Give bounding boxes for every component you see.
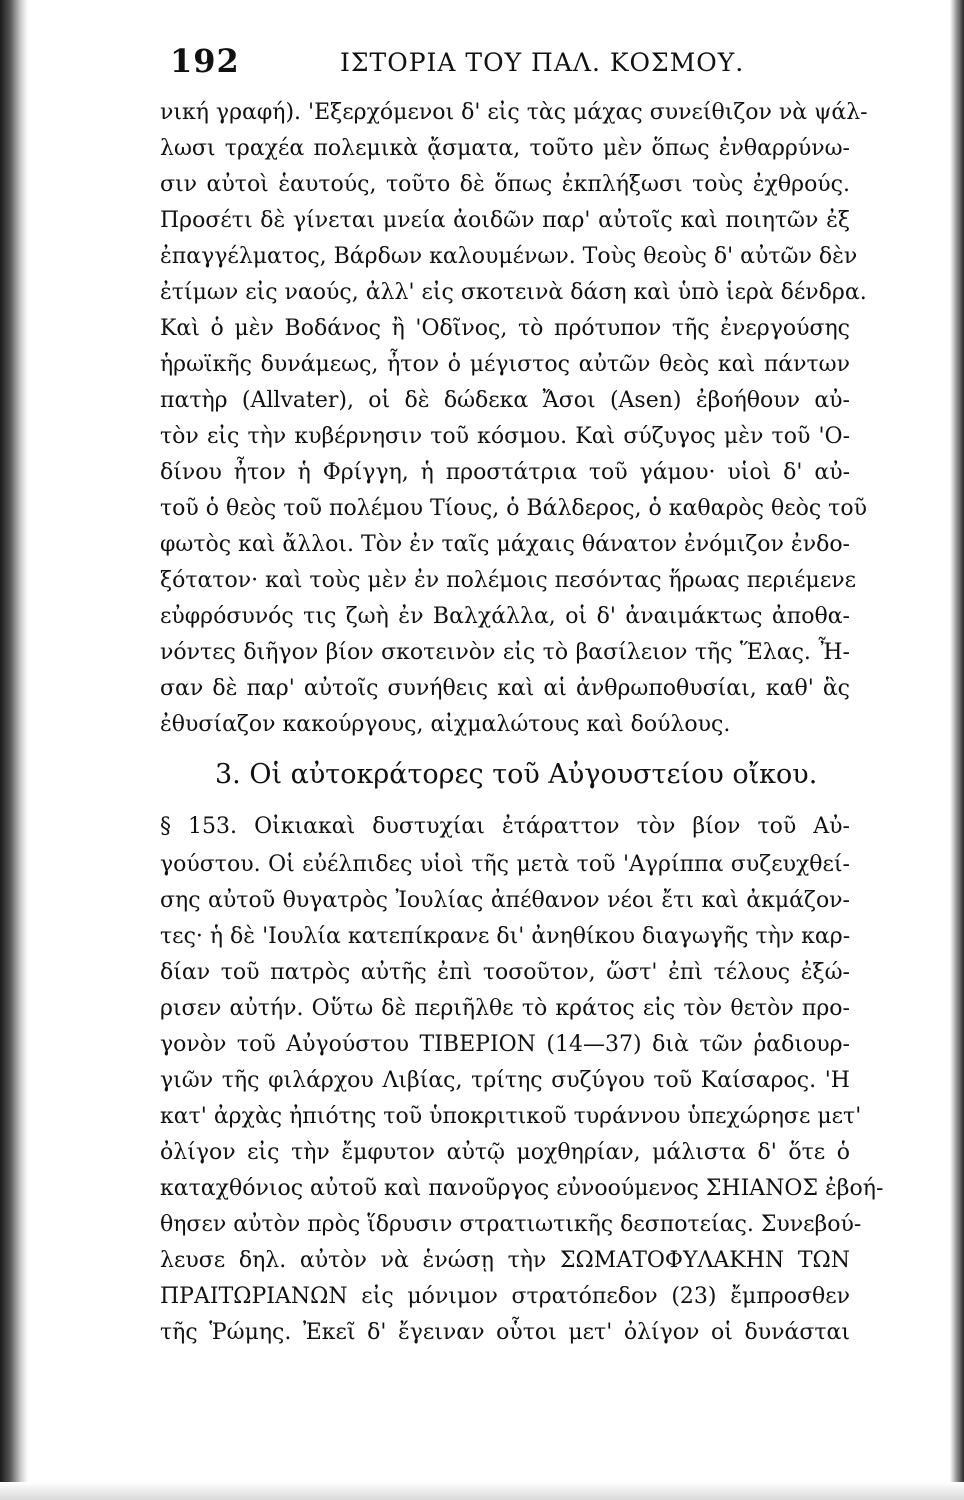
body-text [160,95,884,1351]
text-line: δίνου ἦτον ἡ Φρίγγη, ἡ προστάτρια τοῦ γάμου· υἱοὶ δ' αὐ- [160,460,850,485]
section-heading: 3. Οἱ αὐτοκράτορες τοῦ Αὐγουστείου οἴκου. [215,759,818,790]
text-line: σιν αὐτοὶ ἑαυτούς, τοῦτο δὲ ὅπως ἐκπλήξωσι τοὺς ἐχθρούς. [160,172,850,197]
text-line: ξότατον· καὶ τοὺς μὲν ἐν πολέμοις πεσόντας ἥρωας περιέμενε [160,568,857,593]
page-gutter-shadow [0,0,28,1500]
page-header [170,42,820,92]
text-line: ἡρωϊκῆς δυνάμεως, ἦτον ὁ μέγιστος αὐτῶν θεὸς καὶ πάντων [160,352,850,377]
text-line: τοῦ ὁ θεὸς τοῦ πολέμου Τίους, ὁ Βάλδερος, ὁ καθαρὸς θεὸς τοῦ [160,496,867,521]
text-line: δίαν τοῦ πατρὸς αὐτῆς ἐπὶ τοσοῦτον, ὥστ' ἐπὶ τέλους ἐξώ- [160,960,850,985]
text-line: ἐτίμων εἰς ναούς, ἀλλ' εἰς σκοτεινὰ δάση καὶ ὑπὸ ἱερὰ δένδρα. [160,280,867,305]
text-line: τὸν εἰς τὴν κυβέρνησιν τοῦ κόσμου. Καὶ σύζυγος μὲν τοῦ 'Ο- [160,424,850,449]
text-line: πατὴρ (Allvater), οἱ δὲ δώδεκα Ἄσοι (Asen) ἐβοήθουν αὐ- [160,388,850,413]
running-head: ΙΣΤΟΡΙΑ ΤΟΥ ΠΑΛ. ΚΟΣΜΟΥ. [340,48,745,77]
text-line: ΠΡΑΙΤΩΡΙΑΝΩΝ εἰς μόνιμον στρατόπεδον (23) ἔμπροσθεν [160,1284,850,1309]
text-line: ἐπαγγέλματος, Βάρδων καλουμένων. Τοὺς θεοὺς δ' αὐτῶν δὲν [160,244,858,269]
text-line: φωτὸς καὶ ἄλλοι. Τὸν ἐν ταῖς μάχαις θάνατον ἐνόμιζον ἐνδο- [160,532,850,557]
text-line: γιῶν τῆς φιλάρχου Λιβίας, τρίτης συζύγου τοῦ Καίσαρος. 'Η [160,1068,850,1093]
text-line: γονὸν τοῦ Αὐγούστου ΤΙΒΕΡΙΟΝ (14—37) διὰ τῶν ῥαδιουρ- [160,1032,850,1057]
text-line: λωσι τραχέα πολεμικὰ ᾄσματα, τοῦτο μὲν ὅπως ἐνθαρρύνω- [160,136,850,161]
text-line: θησεν αὐτὸν πρὸς ἵδρυσιν στρατιωτικῆς δεσποτείας. Συνεβού- [160,1212,862,1237]
text-line: Καὶ ὁ μὲν Βοδάνος ἢ 'Οδῖνος, τὸ πρότυπον τῆς ἐνεργούσης [160,316,850,341]
text-line: σης αὐτοῦ θυγατρὸς Ἰουλίας ἀπέθανον νέοι ἔτι καὶ ἀκμάζον- [160,888,850,913]
text-line: τες· ἡ δὲ 'Ιουλία κατεπίκρανε δι' ἀνηθίκου διαγωγῆς τὴν καρ- [160,924,851,949]
text-line: νόντες διῆγον βίον σκοτεινὸν εἰς τὸ βασίλειον τῆς Ἕλας. Ἦ- [160,640,850,665]
text-line: νική γραφή). 'Εξερχόμενοι δ' εἰς τὰς μάχας συνείθιζον νὰ ψάλ- [160,100,868,125]
text-line: γούστου. Οἱ εὐέλπιδες υἱοὶ τῆς μετὰ τοῦ 'Αγρίππα συζευχθεί- [160,852,850,877]
text-line: ὀλίγον εἰς τὴν ἔμφυτον αὐτῷ μοχθηρίαν, μάλιστα δ' ὅτε ὁ [160,1140,850,1165]
page-edge-shadow [950,0,964,1500]
text-line: ἐθυσίαζον κακούργους, αἰχμαλώτους καὶ δούλους. [160,712,731,737]
text-line: ρισεν αὐτήν. Οὕτω δὲ περιῆλθε τὸ κράτος εἰς τὸν θετὸν προ- [160,996,850,1021]
text-line: τῆς Ῥώμης. Ἐκεῖ δ' ἔγειναν οὗτοι μετ' ὀλίγον οἱ δυνάσται [160,1320,850,1345]
page-bottom-edge [0,1482,964,1500]
text-line: λευσε δηλ. αὐτὸν νὰ ἑνώσῃ τὴν ΣΩΜΑΤΟΦΥΛΑΚΗΝ ΤΩΝ [160,1248,850,1273]
text-line: σαν δὲ παρ' αὐτοῖς συνήθεις καὶ αἱ ἀνθρωποθυσίαι, καθ' ἃς [160,676,850,701]
text-line: καταχθόνιος αὐτοῦ καὶ πανοῦργος εὐνοούμενος ΣΗΙΑΝΟΣ ἐβοή- [160,1176,884,1201]
page-number: 192 [170,42,240,80]
text-line: Προσέτι δὲ γίνεται μνεία ἀοιδῶν παρ' αὐτοῖς καὶ ποιητῶν ἐξ [160,208,850,233]
text-line: κατ' ἀρχὰς ἠπιότης τοῦ ὑποκριτικοῦ τυράννου ὑπεχώρησε μετ' [160,1104,862,1129]
text-line: εὐφρόσυνός τις ζωὴ ἐν Βαλχάλλα, οἱ δ' ἀναιμάκτως ἀποθα- [160,604,850,629]
section-opening-line: § 153. Οἰκιακαὶ δυστυχίαι ἐτάραττον τὸν βίον τοῦ Αὐ- [160,814,850,839]
